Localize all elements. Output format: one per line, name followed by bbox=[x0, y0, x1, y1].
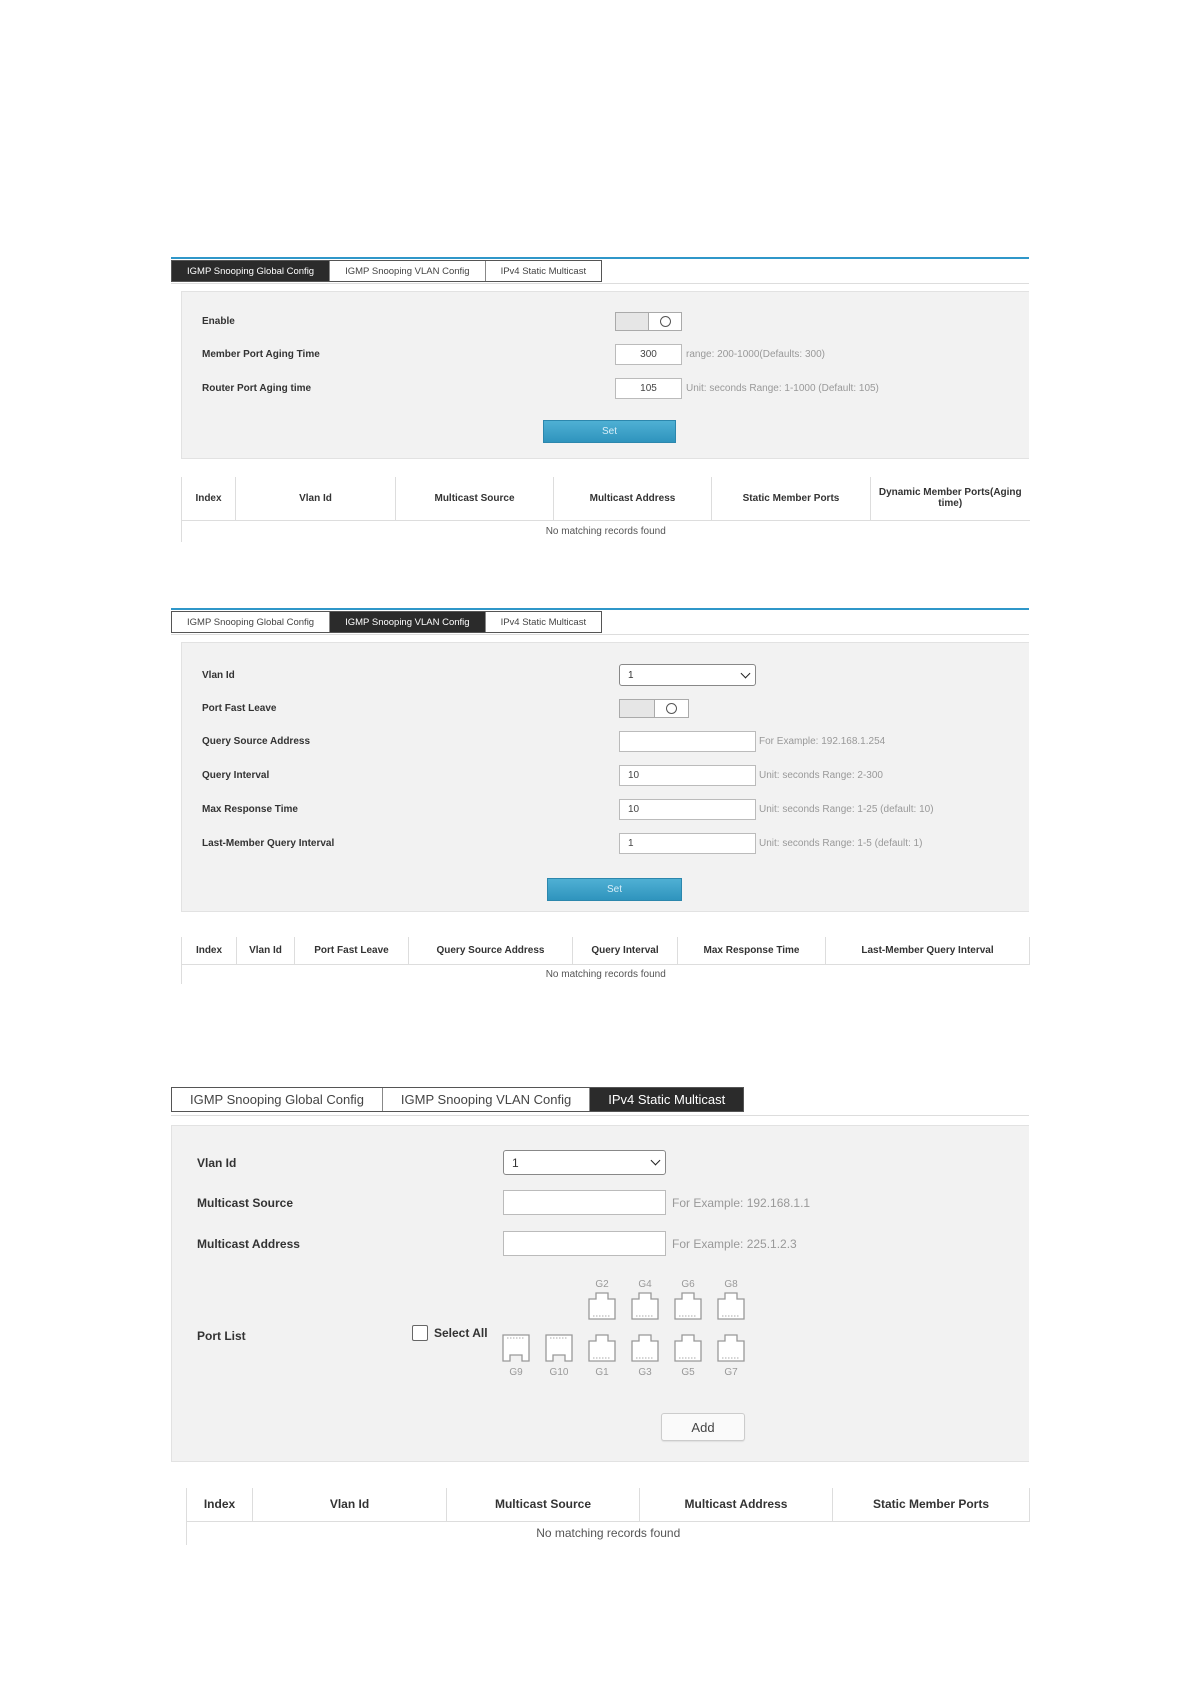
router-aging-label: Router Port Aging time bbox=[202, 383, 312, 394]
last-member-label: Last-Member Query Interval bbox=[202, 838, 335, 849]
ethernet-port-g7-icon[interactable] bbox=[716, 1333, 746, 1363]
col-header-static-ports[interactable]: Static Member Ports bbox=[833, 1488, 1030, 1521]
col-header-multicast-address[interactable]: Multicast Address bbox=[640, 1488, 833, 1521]
empty-table-message: No matching records found bbox=[182, 964, 1030, 984]
port-label-g8: G8 bbox=[724, 1279, 738, 1290]
port-label-g5: G5 bbox=[681, 1367, 695, 1378]
empty-table-message: No matching records found bbox=[187, 1521, 1030, 1545]
multicast-address-input[interactable] bbox=[503, 1231, 666, 1256]
fast-leave-toggle[interactable] bbox=[619, 699, 689, 718]
ethernet-port-g1-icon[interactable] bbox=[587, 1333, 617, 1363]
tab-bar bbox=[171, 1087, 744, 1112]
port-list-label: Port List bbox=[197, 1329, 246, 1343]
global-config-panel bbox=[171, 257, 1029, 547]
port-label-g9: G9 bbox=[509, 1367, 523, 1378]
toggle-knob-icon bbox=[660, 316, 671, 327]
tab-global-config[interactable]: IGMP Snooping Global Config bbox=[172, 612, 330, 632]
col-header-last-member[interactable]: Last-Member Query Interval bbox=[826, 937, 1030, 964]
static-multicast-panel bbox=[171, 1087, 1029, 1547]
vlan-id-value: 1 bbox=[628, 669, 634, 681]
port-label-g4: G4 bbox=[638, 1279, 652, 1290]
select-all-checkbox[interactable] bbox=[412, 1325, 428, 1341]
port-label-g7: G7 bbox=[724, 1367, 738, 1378]
set-button[interactable]: Set bbox=[547, 878, 682, 901]
tab-vlan-config[interactable]: IGMP Snooping VLAN Config bbox=[330, 612, 485, 632]
accent-line bbox=[171, 608, 1029, 610]
port-label-g2: G2 bbox=[595, 1279, 609, 1290]
vlan-id-select[interactable] bbox=[619, 664, 756, 686]
col-header-multicast-address[interactable]: Multicast Address bbox=[554, 477, 712, 520]
multicast-source-input[interactable] bbox=[503, 1190, 666, 1215]
multicast-address-label: Multicast Address bbox=[197, 1237, 300, 1251]
tab-global-config[interactable]: IGMP Snooping Global Config bbox=[172, 1088, 383, 1111]
tab-bar bbox=[171, 611, 602, 633]
ethernet-port-g8-icon[interactable] bbox=[716, 1291, 746, 1321]
router-aging-hint: Unit: seconds Range: 1-1000 (Default: 105) bbox=[686, 383, 879, 394]
col-header-multicast-source[interactable]: Multicast Source bbox=[396, 477, 554, 520]
vlan-id-label: Vlan Id bbox=[202, 670, 235, 681]
col-header-vlan-id[interactable]: Vlan Id bbox=[236, 477, 396, 520]
member-aging-hint: range: 200-1000(Defaults: 300) bbox=[686, 349, 825, 360]
vlan-id-label: Vlan Id bbox=[197, 1156, 237, 1170]
toggle-knob-icon bbox=[666, 703, 677, 714]
col-header-multicast-source[interactable]: Multicast Source bbox=[447, 1488, 640, 1521]
col-header-fast-leave[interactable]: Port Fast Leave bbox=[295, 937, 409, 964]
port-label-g6: G6 bbox=[681, 1279, 695, 1290]
sfp-port-g9-icon[interactable] bbox=[501, 1333, 531, 1363]
accent-line bbox=[171, 257, 1029, 259]
sfp-port-g10-icon[interactable] bbox=[544, 1333, 574, 1363]
tab-divider bbox=[171, 1115, 1029, 1116]
ethernet-port-g3-icon[interactable] bbox=[630, 1333, 660, 1363]
global-config-form bbox=[181, 291, 1029, 459]
last-member-hint: Unit: seconds Range: 1-5 (default: 1) bbox=[759, 838, 923, 849]
vlan-id-value: 1 bbox=[512, 1155, 519, 1170]
chevron-down-icon bbox=[651, 1156, 661, 1166]
query-source-hint: For Example: 192.168.1.254 bbox=[759, 736, 886, 747]
col-header-static-ports[interactable]: Static Member Ports bbox=[712, 477, 871, 520]
col-header-index[interactable]: Index bbox=[182, 477, 236, 520]
col-header-index[interactable]: Index bbox=[182, 937, 237, 964]
col-header-vlan-id[interactable]: Vlan Id bbox=[253, 1488, 447, 1521]
tab-vlan-config[interactable]: IGMP Snooping VLAN Config bbox=[330, 261, 485, 281]
chevron-down-icon bbox=[741, 668, 751, 678]
tab-vlan-config[interactable]: IGMP Snooping VLAN Config bbox=[383, 1088, 590, 1111]
port-label-g1: G1 bbox=[595, 1367, 609, 1378]
ethernet-port-g2-icon[interactable] bbox=[587, 1291, 617, 1321]
ethernet-port-g6-icon[interactable] bbox=[673, 1291, 703, 1321]
query-source-input[interactable] bbox=[619, 731, 756, 752]
col-header-query-interval[interactable]: Query Interval bbox=[573, 937, 678, 964]
member-aging-input[interactable]: 300 bbox=[615, 344, 682, 365]
tab-divider bbox=[171, 634, 1029, 635]
vlan-config-form bbox=[181, 642, 1029, 912]
tab-global-config[interactable]: IGMP Snooping Global Config bbox=[172, 261, 330, 281]
member-aging-label: Member Port Aging Time bbox=[202, 349, 320, 360]
max-response-hint: Unit: seconds Range: 1-25 (default: 10) bbox=[759, 804, 934, 815]
static-records-table bbox=[186, 1488, 1030, 1545]
vlan-records-table bbox=[181, 937, 1030, 984]
port-label-g3: G3 bbox=[638, 1367, 652, 1378]
ethernet-port-g5-icon[interactable] bbox=[673, 1333, 703, 1363]
col-header-query-source[interactable]: Query Source Address bbox=[409, 937, 573, 964]
tab-bar bbox=[171, 260, 602, 282]
multicast-address-hint: For Example: 225.1.2.3 bbox=[672, 1237, 797, 1251]
tab-static-multicast[interactable]: IPv4 Static Multicast bbox=[590, 1088, 743, 1111]
tab-static-multicast[interactable]: IPv4 Static Multicast bbox=[486, 261, 602, 281]
query-interval-hint: Unit: seconds Range: 2-300 bbox=[759, 770, 883, 781]
global-records-table bbox=[181, 477, 1030, 542]
static-multicast-form bbox=[171, 1125, 1029, 1462]
router-aging-input[interactable]: 105 bbox=[615, 378, 682, 399]
col-header-dynamic-ports[interactable]: Dynamic Member Ports(Aging time) bbox=[871, 477, 1030, 520]
vlan-id-select[interactable] bbox=[503, 1150, 666, 1175]
max-response-label: Max Response Time bbox=[202, 804, 298, 815]
set-button[interactable]: Set bbox=[543, 420, 676, 443]
vlan-config-panel bbox=[171, 608, 1029, 983]
fast-leave-label: Port Fast Leave bbox=[202, 703, 277, 714]
tab-static-multicast[interactable]: IPv4 Static Multicast bbox=[486, 612, 602, 632]
select-all-label[interactable]: Select All bbox=[434, 1326, 488, 1340]
tab-divider bbox=[171, 283, 1029, 284]
col-header-max-response[interactable]: Max Response Time bbox=[678, 937, 826, 964]
query-source-label: Query Source Address bbox=[202, 736, 311, 747]
query-interval-input[interactable]: 10 bbox=[619, 765, 756, 786]
query-interval-label: Query Interval bbox=[202, 770, 270, 781]
add-button[interactable]: Add bbox=[661, 1413, 745, 1441]
empty-table-message: No matching records found bbox=[182, 520, 1030, 542]
enable-toggle[interactable] bbox=[615, 312, 682, 331]
last-member-input[interactable]: 1 bbox=[619, 833, 756, 854]
ethernet-port-g4-icon[interactable] bbox=[630, 1291, 660, 1321]
port-label-g10: G10 bbox=[549, 1367, 569, 1378]
max-response-input[interactable]: 10 bbox=[619, 799, 756, 820]
multicast-source-hint: For Example: 192.168.1.1 bbox=[672, 1196, 811, 1210]
col-header-index[interactable]: Index bbox=[187, 1488, 253, 1521]
enable-label: Enable bbox=[202, 316, 235, 327]
multicast-source-label: Multicast Source bbox=[197, 1196, 294, 1210]
col-header-vlan-id[interactable]: Vlan Id bbox=[237, 937, 295, 964]
